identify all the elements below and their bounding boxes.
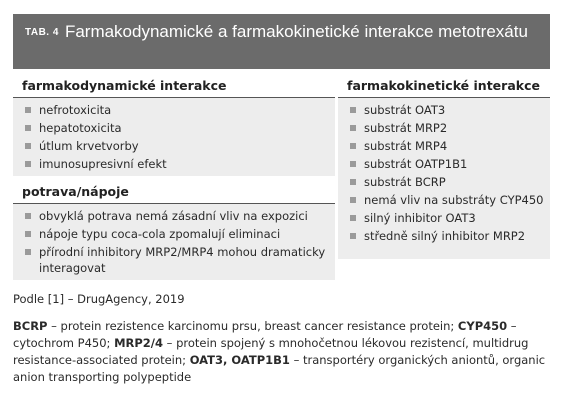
list-item-text: imunosupresivní efekt — [39, 157, 167, 171]
section-body — [338, 98, 550, 248]
abbreviation-definition: – cytochrom P450; — [13, 319, 517, 350]
list-item-text: substrát OAT3 — [364, 103, 446, 117]
abbreviation-term: CYP450 — [457, 319, 508, 333]
list-item — [338, 191, 550, 209]
section-pharmacodynamic — [13, 73, 335, 176]
square-bullet-icon — [25, 107, 31, 113]
square-bullet-icon — [350, 161, 356, 167]
list-item-text: přírodní inhibitory MRP2/MRP4 mohou dramaticky interagovat — [39, 245, 326, 275]
square-bullet-icon — [25, 231, 31, 237]
list-item-text: nápoje typu coca-cola zpomalují eliminaci — [39, 227, 281, 241]
list-item — [338, 119, 550, 137]
square-bullet-icon — [350, 143, 356, 149]
list-item-text: substrát MRP4 — [364, 139, 448, 153]
list-item — [13, 137, 335, 155]
list-item-text: silný inhibitor OAT3 — [364, 211, 476, 225]
abbreviations-footnote — [13, 318, 553, 386]
list-item-text: hepatotoxicita — [39, 121, 122, 135]
list-item — [338, 209, 550, 227]
abbreviation-definition: – protein rezistence karcinomu prsu, breast cancer resistance protein; — [47, 319, 458, 333]
list-item — [338, 155, 550, 173]
abbreviation-term: OAT3, OATP1B1 — [189, 353, 290, 367]
square-bullet-icon — [350, 233, 356, 239]
square-bullet-icon — [25, 213, 31, 219]
right-column — [338, 73, 550, 262]
list-item-text: substrát OATP1B1 — [364, 157, 468, 171]
section-pharmacokinetic — [338, 73, 550, 259]
list-item — [338, 137, 550, 155]
list-item — [338, 101, 550, 119]
list-item-text: středně silný inhibitor MRP2 — [364, 229, 526, 243]
table-label: TAB. 4 — [25, 27, 59, 38]
abbreviation-definition: – transportéry organických aniontů, organic anion transporting polypeptide — [13, 353, 546, 384]
section-food-drinks — [13, 179, 335, 280]
section-body — [13, 204, 335, 280]
list-item — [338, 173, 550, 191]
abbreviation-term: MRP2/4 — [114, 336, 164, 350]
list-item — [13, 119, 335, 137]
list-item — [13, 101, 335, 119]
list-item-text: substrát BCRP — [364, 175, 446, 189]
square-bullet-icon — [25, 249, 31, 255]
left-column — [13, 73, 335, 283]
section-header: potrava/nápoje — [13, 179, 335, 204]
square-bullet-icon — [350, 215, 356, 221]
list-item-text: nefrotoxicita — [39, 103, 112, 117]
abbreviation-term: BCRP — [13, 319, 48, 333]
list-item-text: substrát MRP2 — [364, 121, 448, 135]
list-item — [13, 207, 335, 225]
list-item — [13, 225, 335, 243]
list-item-text: útlum krvetvorby — [39, 139, 139, 153]
square-bullet-icon — [350, 179, 356, 185]
list-item-text: obvyklá potrava nemá zásadní vliv na expozici — [39, 209, 308, 223]
table-title-bar — [13, 14, 550, 69]
table-title: Farmakodynamické a farmakokinetické interakce metotrexátu — [64, 22, 528, 41]
section-header: farmakodynamické interakce — [13, 73, 335, 98]
source-citation: Podle [1] – DrugAgency, 2019 — [13, 292, 185, 306]
list-item — [338, 227, 550, 245]
square-bullet-icon — [350, 125, 356, 131]
list-item-text: nemá vliv na substráty CYP450 — [364, 193, 544, 207]
square-bullet-icon — [25, 161, 31, 167]
square-bullet-icon — [25, 143, 31, 149]
list-item — [13, 155, 335, 173]
square-bullet-icon — [350, 107, 356, 113]
square-bullet-icon — [350, 197, 356, 203]
square-bullet-icon — [25, 125, 31, 131]
abbreviation-definition: – protein spojený s mnohočetnou lékovou rezistencí, multidrug resistance-associated protein; — [13, 336, 529, 367]
section-header: farmakokinetické interakce — [338, 73, 550, 98]
list-item — [13, 243, 335, 277]
section-body — [13, 98, 335, 176]
